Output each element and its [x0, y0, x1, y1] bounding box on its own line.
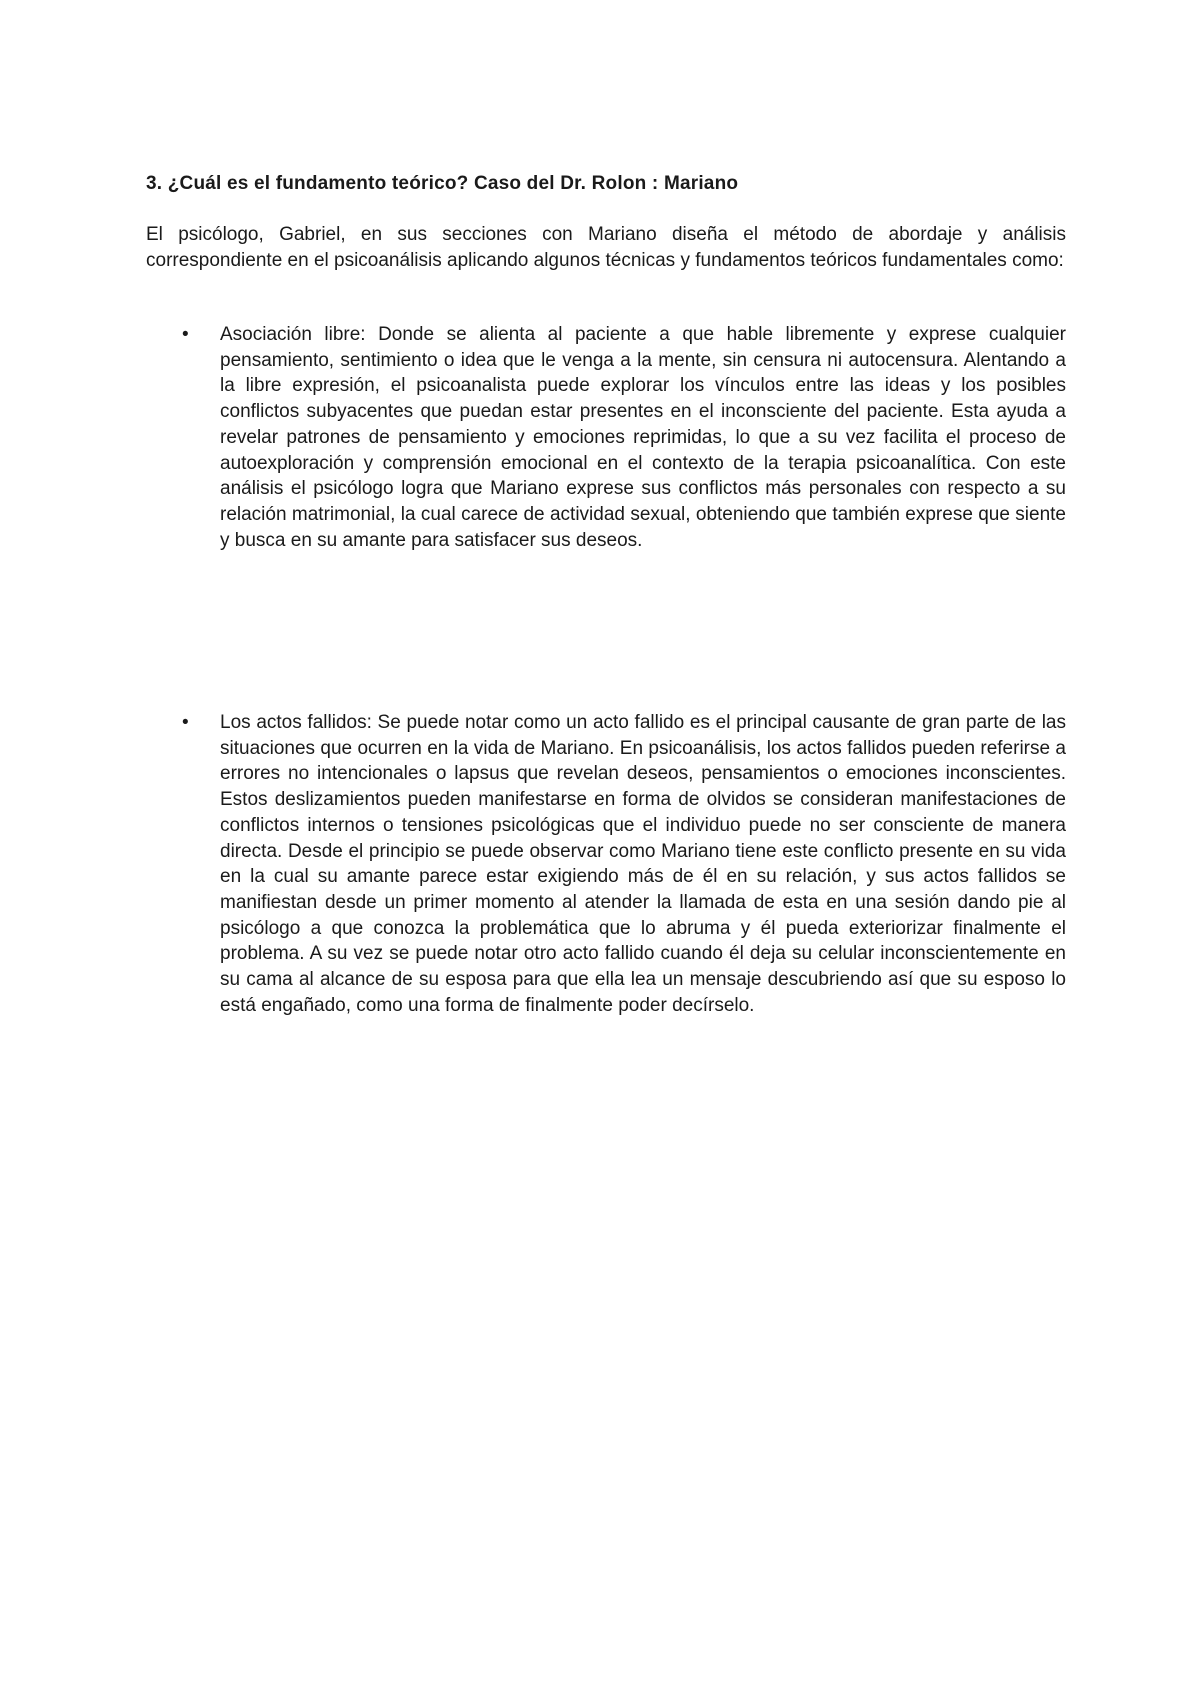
bullet-list: [146, 710, 1066, 1018]
bullet-text-asociacion-libre: Asociación libre: Donde se alienta al paciente a que hable libremente y exprese cualquier pensamiento, sentimiento o idea que le venga a la mente, sin censura ni autocensura. Alentando a la libre expresión, el psicoanalista puede explorar los vínculos entre las ideas y los posibles conflictos subyacentes que puedan estar presentes en el inconsciente del paciente. Esta ayuda a revelar patrones de pensamiento y emociones reprimidas, lo que a su vez facilita el proceso de autoexploración y comprensión emocional en el contexto de la terapia psicoanalítica. Con este análisis el psicólogo logra que Mariano exprese sus conflictos más personales con respecto a su relación matrimonial, la cual carece de actividad sexual, obteniendo que también exprese que siente y busca en su amante para satisfacer sus deseos.: [220, 324, 1066, 551]
bullet-list: [146, 322, 1066, 553]
intro-paragraph: El psicólogo, Gabriel, en sus secciones con Mariano diseña el método de abordaje y análisis correspondiente en el psicoanálisis aplicando algunos técnicas y fundamentos teóricos fundamentales como:: [146, 224, 1066, 271]
section-heading: 3. ¿Cuál es el fundamento teórico? Caso del Dr. Rolon : Mariano: [146, 173, 739, 194]
bullet-text-actos-fallidos: Los actos fallidos: Se puede notar como un acto fallido es el principal causante de gran parte de las situaciones que ocurren en la vida de Mariano. En psicoanálisis, los actos fallidos pueden referirse a errores no intencionales o lapsus que revelan deseos, pensamientos o emociones inconscientes. Estos deslizamientos pueden manifestarse en forma de olvidos se consideran manifestaciones de conflictos internos o tensiones psicológicas que el individuo puede no ser consciente de manera directa. Desde el principio se puede observar como Mariano tiene este conflicto presente en su vida en la cual su amante parece estar exigiendo más de él en su relación, y sus actos fallidos se manifiestan desde un primer momento al atender la llamada de esta en una sesión dando pie al psicólogo a que conozca la problemática que lo abruma y él pueda exteriorizar finalmente el problema. A su vez se puede notar otro acto fallido cuando él deja su celular inconscientemente en su cama al alcance de su esposa para que ella lea un mensaje descubriendo así que su esposo lo está engañado, como una forma de finalmente poder decírselo.: [220, 712, 1066, 1016]
bullet-icon: •: [182, 324, 189, 345]
list-item: [146, 322, 1066, 553]
list-item: [146, 710, 1066, 1018]
bullet-icon: •: [182, 712, 189, 733]
